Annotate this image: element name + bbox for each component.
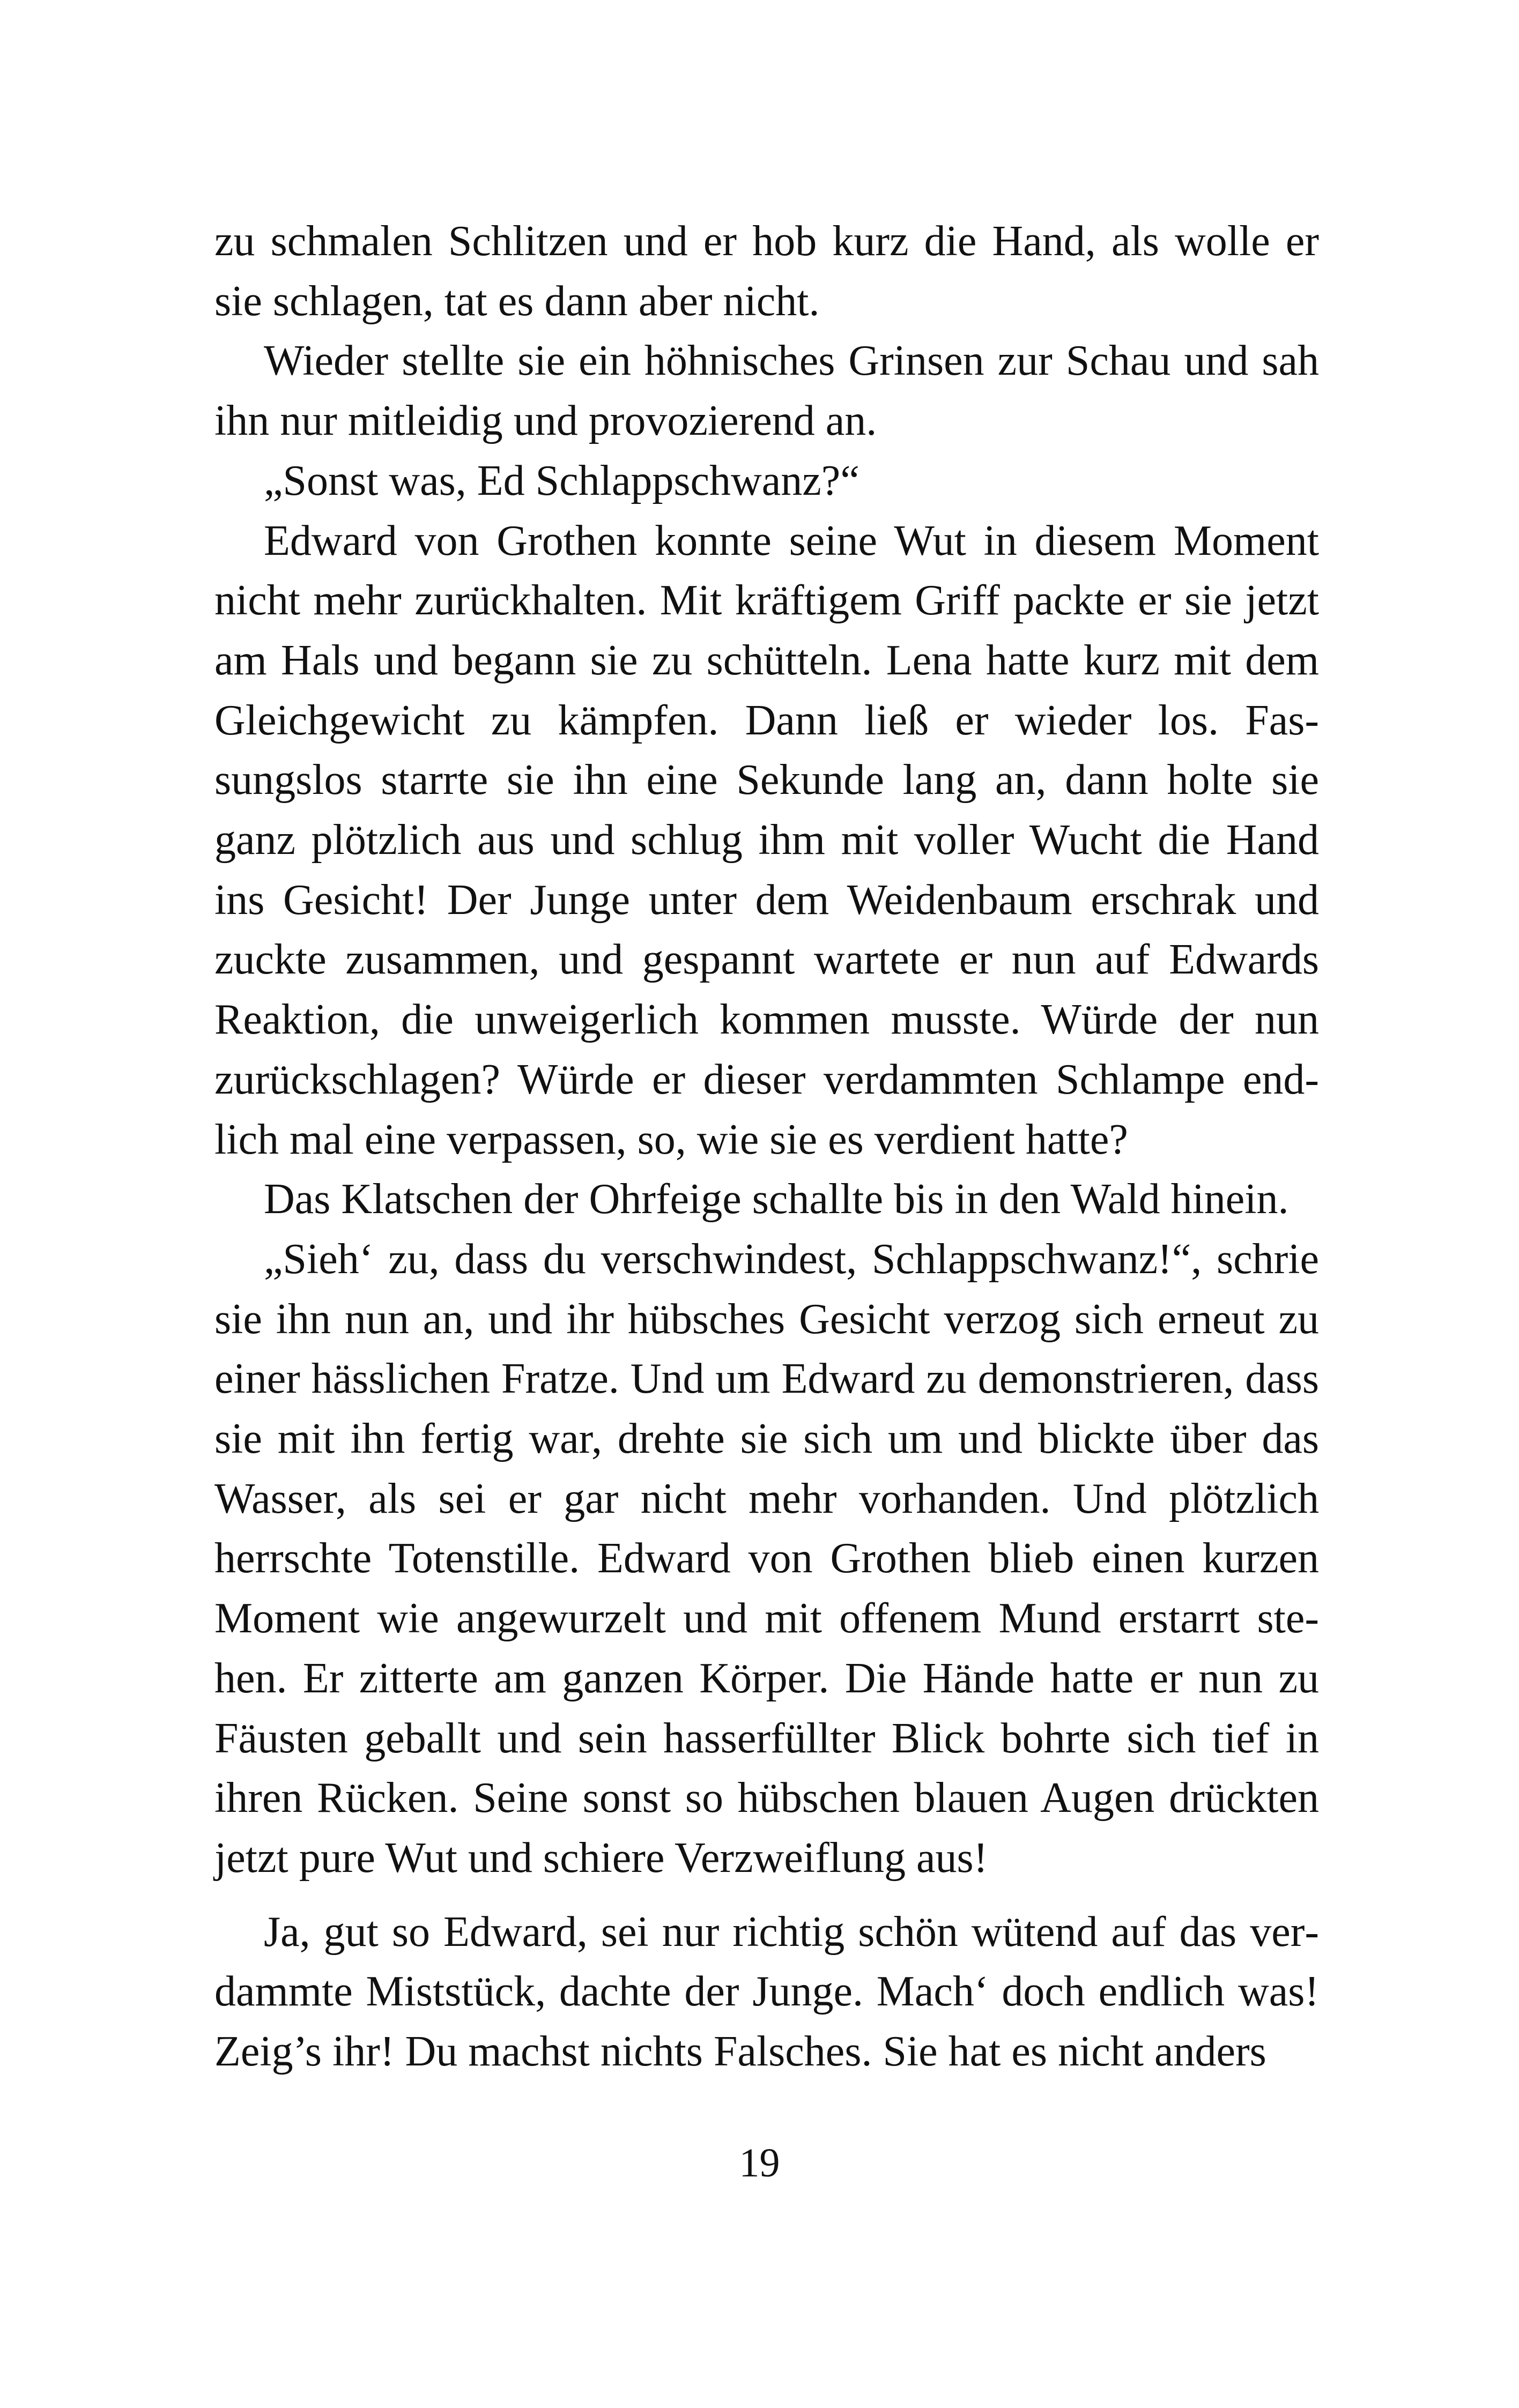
paragraph: Ja, gut so Edward, sei nur richtig schön wütend auf das verdammte Miststück, dachte der Junge. Mach‘ doch endlich was! Zeig’s ihr! Du machst nichts Falsches. Sie hat es nicht anders xyxy=(214,1908,1319,2076)
paragraph-dialogue: „Sonst was, Ed Schlappschwanz?“ xyxy=(264,457,859,504)
paragraph: Edward von Grothen konnte seine Wut in diesem Moment nicht mehr zurückhalten. Mit kräftigem Griff packte er sie jetzt am Hals und begann sie zu schütteln. Lena hatte kurz mit dem Gleichgewicht zu kämpfen. Dann ließ er wieder los. Fassungslos starrte sie ihn eine Sekunde lang an, dann holte sie ganz plötzlich aus und schlug ihm mit voller Wucht die Hand ins Gesicht! Der Junge unter dem Weidenbaum erschrak und zuckte zusammen, und gespannt wartete er nun auf Edwards Reaktion, die unweigerlich kommen musste. Würde der nun zurückschlagen? Würde er dieser verdammten Schlampe endlich mal eine verpassen, so, wie sie es verdient hatte? xyxy=(214,517,1319,1163)
page-number: 19 xyxy=(739,2141,780,2186)
paragraph: Das Klatschen der Ohrfeige schallte bis in den Wald hinein. xyxy=(264,1176,1289,1223)
body-text xyxy=(214,212,1319,2082)
paragraph-continued: zu schmalen Schlitzen und er hob kurz die Hand, als wolle er sie schlagen, tat es dann aber nicht. xyxy=(214,218,1319,325)
paragraph: Wieder stellte sie ein höhnisches Grinsen zur Schau und sah ihn nur mitleidig und provozierend an. xyxy=(214,337,1319,445)
paragraph: „Sieh‘ zu, dass du verschwindest, Schlappschwanz!“, schrie sie ihn nun an, und ihr hübsches Gesicht verzog sich erneut zu einer hässlichen Fratze. Und um Edward zu demonstrieren, dass sie mit ihn fertig war, drehte sie sich um und blickte über das Wasser, als sei er gar nicht mehr vorhanden. Und plötzlich herrschte Totenstille. Edward von Grothen blieb einen kurzen Moment wie angewurzelt und mit offenem Mund erstarrt stehen. Er zitterte am ganzen Körper. Die Hände hatte er nun zu Fäusten geballt und sein hasserfüllter Blick bohrte sich tief in ihren Rücken. Seine sonst so hübschen blauen Augen drückten jetzt pure Wut und schiere Verzweiflung aus! xyxy=(214,1235,1319,1882)
